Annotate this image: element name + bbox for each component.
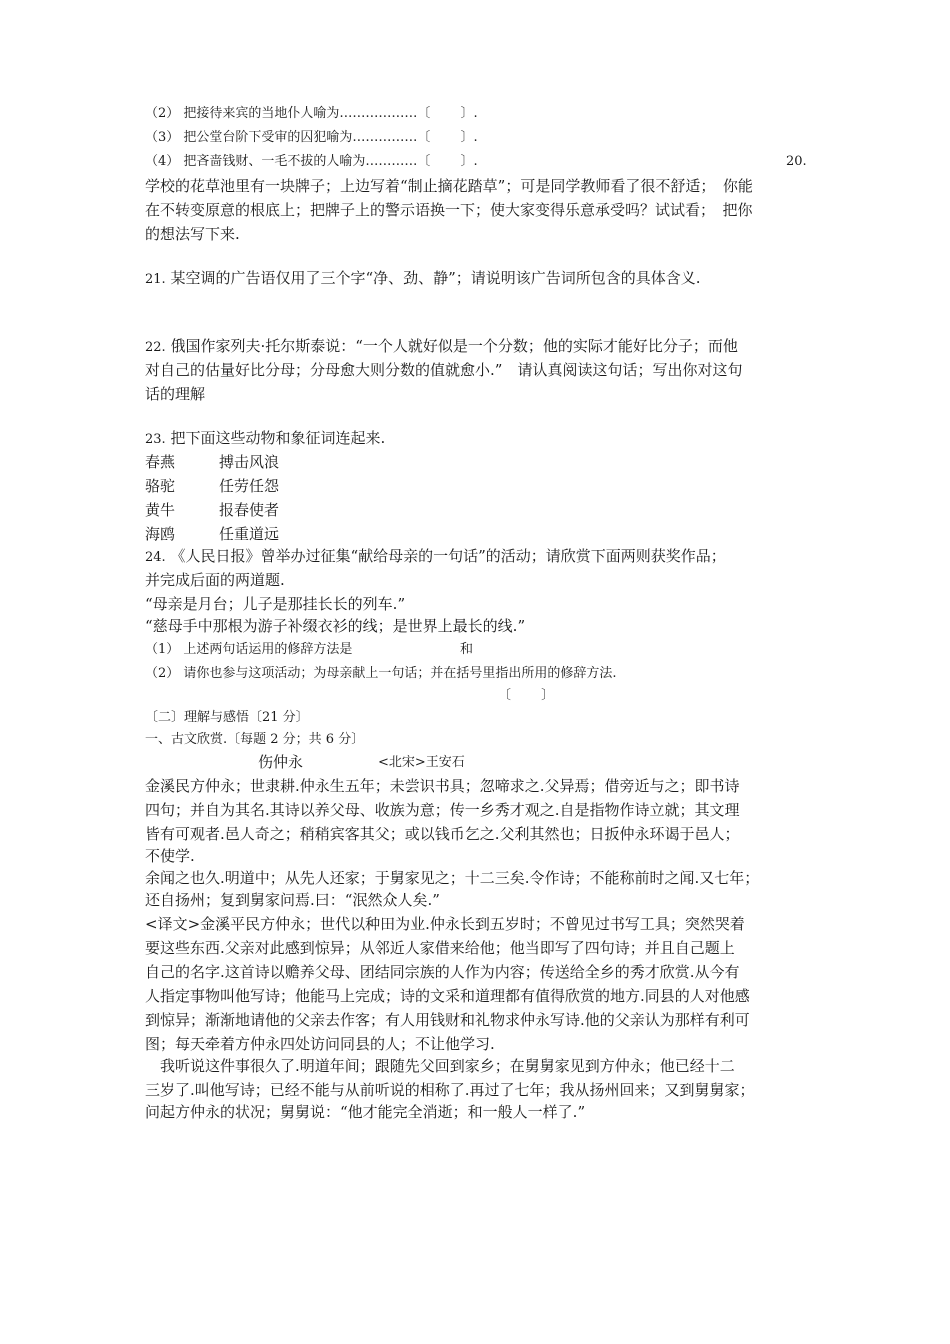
match-symbol: 任劳任怨 bbox=[219, 477, 280, 495]
q20-line-3: 的想法写下来. bbox=[145, 225, 240, 243]
original-line: 四句；并自为其名.其诗以养父母、收族为意；传一乡秀才观之.自是指物作诗立就；其文理 bbox=[145, 801, 740, 819]
q24-quote-2: “慈母手中那根为游子补缀衣衫的线；是世界上最长的线.” bbox=[145, 617, 526, 635]
translation-line: 自己的名字.这首诗以赡养父母、团结同宗族的人作为内容；传送给全乡的秀才欣赏.从今有 bbox=[145, 963, 740, 981]
q24-sub-2: （2） 请你也参与这项活动；为母亲献上一句话；并在括号里指出所用的修辞方法. bbox=[145, 666, 617, 681]
q23-text: 把下面这些动物和象征词连起来. bbox=[170, 429, 386, 447]
match-symbol: 任重道远 bbox=[219, 525, 280, 543]
q23-question bbox=[145, 428, 385, 450]
q19-item-4: （4） 把吝啬钱财、一毛不拔的人喻为…………〔 〕. bbox=[145, 154, 478, 169]
translation-line: 我听说这件事很久了.明道年间；跟随先父回到家乡；在舅舅家见到方仲永；他已经十二 bbox=[145, 1057, 735, 1075]
q21-text: 某空调的广告语仅用了三个字“净、劲、静”；请说明该广告词所包含的具体含义. bbox=[170, 269, 701, 287]
original-line: 余闻之也久.明道中；从先人还家；于舅家见之；十二三矣.令作诗；不能称前时之闻.又七年； bbox=[145, 869, 760, 887]
translation-line: <译文>金溪平民方仲永；世代以种田为业.仲永长到五岁时；不曾见过书写工具；突然哭着 bbox=[145, 915, 745, 933]
q21-question bbox=[145, 268, 701, 290]
q24-sub-1-a: （1） 上述两句话运用的修辞方法是 bbox=[145, 642, 353, 657]
translation-line: 到惊异；渐渐地请他的父亲去作客；有人用钱财和礼物求仲永写诗.他的父亲认为那样有利可 bbox=[145, 1011, 750, 1029]
q20-line-2: 在不转变原意的根底上；把牌子上的警示语换一下；使大家变得乐意承受吗？试试看； 把你 bbox=[145, 201, 753, 219]
q23-number: 23. bbox=[145, 432, 166, 447]
translation-line: 图；每天牵着方仲永四处访问同县的人；不让他学习. bbox=[145, 1035, 495, 1053]
match-animal: 海鸥 bbox=[145, 525, 176, 543]
q19-item-3: （3） 把公堂台阶下受审的囚犯喻为……………〔 〕. bbox=[145, 130, 478, 145]
q24-answer-paren: 〔 〕 bbox=[498, 688, 555, 703]
q22-line-2: 对自己的估量好比分母；分母愈大则分数的值就愈小.” 请认真阅读这句话；写出你对这句 bbox=[145, 361, 743, 379]
match-symbol: 搏击风浪 bbox=[219, 453, 280, 471]
q22-text-1: 俄国作家列夫·托尔斯泰说：“一个人就好似是一个分数；他的实际才能好比分子；而他 bbox=[170, 337, 738, 355]
translation-line: 人指定事物叫他写诗；他能马上完成；诗的文采和道理都有值得欣赏的地方.同县的人对他感 bbox=[145, 987, 750, 1005]
match-animal: 黄牛 bbox=[145, 501, 176, 519]
original-line: 皆有可观者.邑人奇之；稍稍宾客其父；或以钱币乞之.父利其然也；日扳仲永环谒于邑人； bbox=[145, 825, 740, 843]
original-line: 不使学. bbox=[145, 847, 195, 865]
poem-author: <北宋>王安石 bbox=[378, 755, 465, 770]
match-symbol: 报春使者 bbox=[219, 501, 280, 519]
q22-number: 22. bbox=[145, 340, 166, 355]
match-animal: 骆驼 bbox=[145, 477, 176, 495]
original-line: 还自扬州；复到舅家问焉.曰：“泯然众人矣.” bbox=[145, 891, 440, 909]
q22-line-1 bbox=[145, 336, 738, 358]
q19-item-2: （2） 把接待来宾的当地仆人喻为………………〔 〕. bbox=[145, 106, 478, 121]
translation-line: 问起方仲永的状况；舅舅说：“他才能完全消逝；和一般人一样了.” bbox=[145, 1103, 586, 1121]
q24-line-2: 并完成后面的两道题. bbox=[145, 571, 285, 589]
q24-quote-1: “母亲是月台；儿子是那挂长长的列车.” bbox=[145, 595, 406, 613]
q20-line-1: 学校的花草池里有一块牌子；上边写着“制止摘花踏草”；可是同学教师看了很不舒适； 你能 bbox=[145, 177, 753, 195]
poem-title: 伤仲永 bbox=[258, 753, 304, 771]
q24-line-1 bbox=[145, 546, 726, 568]
part-1-heading: 一、古文欣赏.〔每题 2 分；共 6 分〕 bbox=[145, 732, 365, 747]
original-line: 金溪民方仲永；世隶耕.仲永生五年；未尝识书具；忽啼求之.父异焉；借旁近与之；即书诗 bbox=[145, 777, 740, 795]
section-2-heading: 〔二〕理解与感悟〔21 分〕 bbox=[145, 710, 309, 725]
translation-line: 三岁了.叫他写诗；已经不能与从前听说的相称了.再过了七年；我从扬州回来；又到舅舅家； bbox=[145, 1081, 755, 1099]
q24-text-1: 《人民日报》曾举办过征集“献给母亲的一句话”的活动；请欣赏下面两则获奖作品； bbox=[170, 547, 726, 565]
match-animal: 春燕 bbox=[145, 453, 176, 471]
q22-line-3: 话的理解 bbox=[145, 385, 206, 403]
q21-number: 21. bbox=[145, 272, 166, 287]
q24-sub-1-b: 和 bbox=[460, 642, 474, 657]
translation-line: 要这些东西.父亲对此感到惊异；从邻近人家借来给他；他当即写了四句诗；并且自己题上 bbox=[145, 939, 735, 957]
q24-number: 24. bbox=[145, 550, 166, 565]
q20-number: 20. bbox=[786, 154, 807, 169]
